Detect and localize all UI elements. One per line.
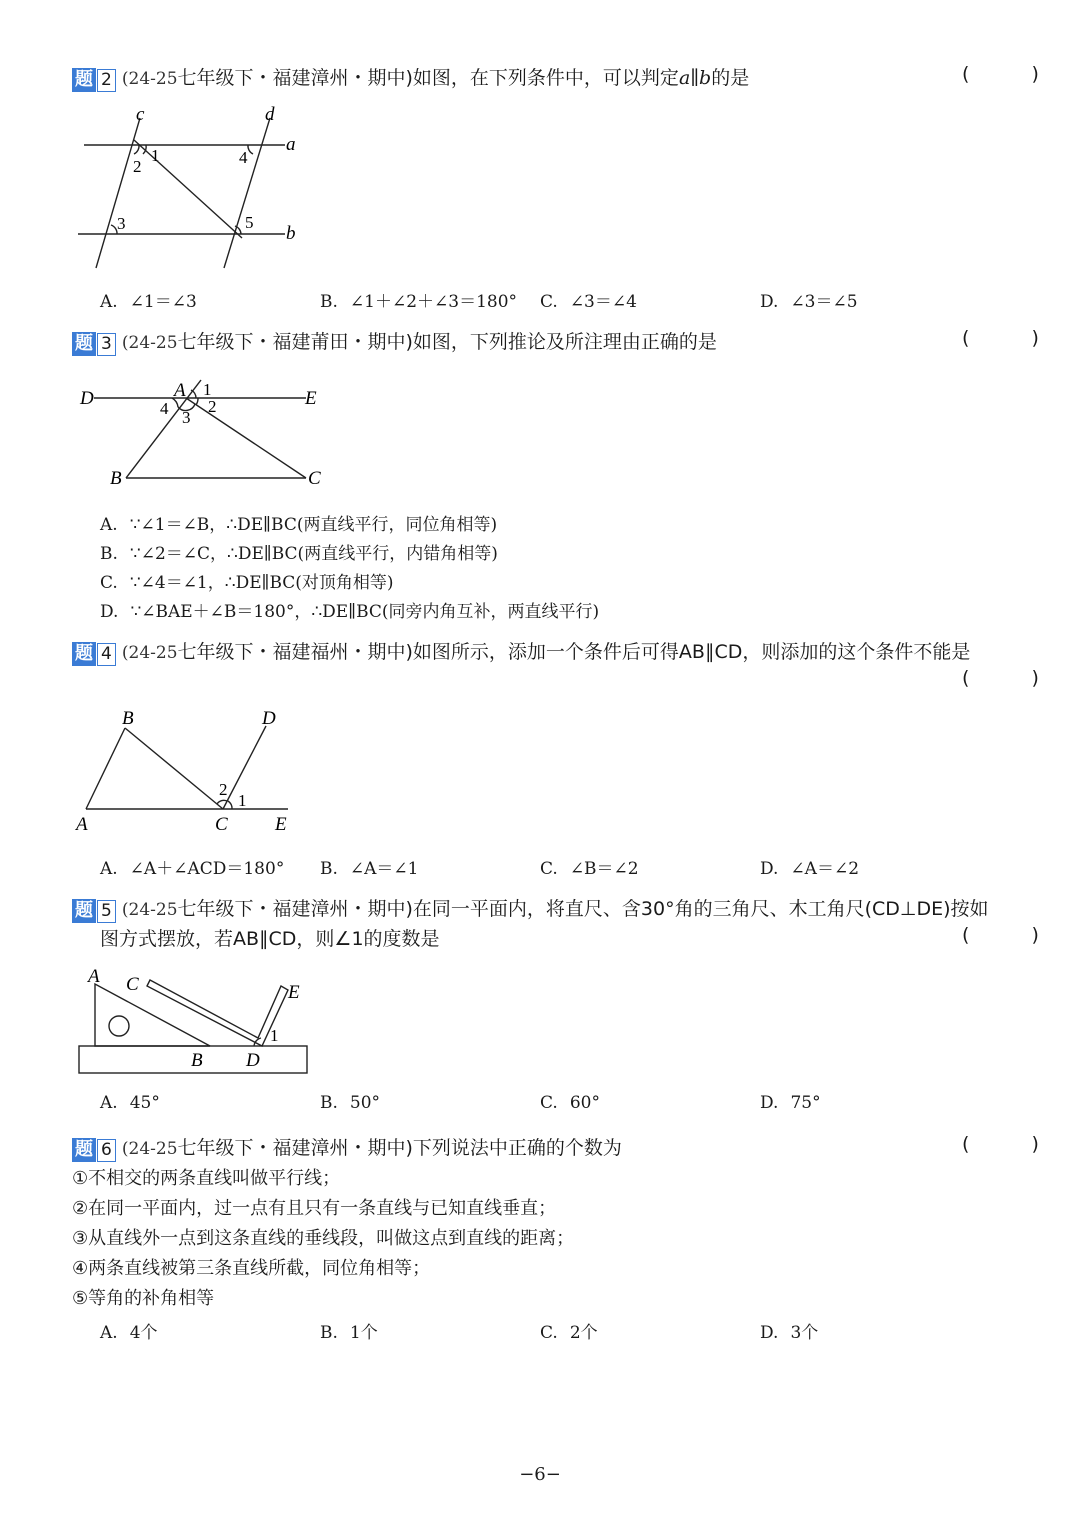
q3-option-d[interactable]: D. ∵∠BAE＋∠B＝180°，∴DE∥BC(同旁内角互补，两直线平行) xyxy=(100,602,600,622)
q4-label-a: A xyxy=(76,814,88,835)
q3-option-a[interactable]: A. ∵∠1＝∠B，∴DE∥BC(两直线平行，同位角相等) xyxy=(100,515,498,535)
q2-line-d xyxy=(224,118,270,268)
q4-option-a[interactable]: A. ∠A＋∠ACD＝180° xyxy=(100,859,285,879)
q3-label-4: 4 xyxy=(160,399,169,418)
q4-label-b: B xyxy=(122,708,134,729)
q2-label-b: b xyxy=(286,223,296,244)
q5-tag: 题 5 xyxy=(72,895,116,925)
q5-triangle-hole xyxy=(109,1016,129,1036)
q5-option-d[interactable]: D. 75° xyxy=(760,1093,821,1113)
q3-line-ac xyxy=(186,398,306,478)
q3-answer-paren[interactable]: ( ) xyxy=(962,327,1067,349)
q2-option-c[interactable]: C. ∠3＝∠4 xyxy=(540,292,637,312)
q3-label-1: 1 xyxy=(203,380,212,399)
q5-label-e: E xyxy=(288,982,300,1003)
q2-option-a[interactable]: A. ∠1＝∠3 xyxy=(100,292,197,312)
q4-line-ab xyxy=(86,728,125,809)
q5-label-1: 1 xyxy=(270,1026,279,1045)
q3-figure xyxy=(70,372,340,497)
q4-label-d: D xyxy=(262,708,276,729)
q3-tag: 题 3 xyxy=(72,328,116,358)
q5-figure xyxy=(70,962,320,1082)
q5-stem-line2: 图方式摆放，若AB∥CD，则∠1的度数是 xyxy=(100,928,440,950)
q4-label-2: 2 xyxy=(219,780,228,799)
q5-option-c[interactable]: C. 60° xyxy=(540,1093,600,1113)
q6-option-c[interactable]: C. 2个 xyxy=(540,1323,598,1343)
q6-option-d[interactable]: D. 3个 xyxy=(760,1323,819,1343)
q3-line-ba-extended xyxy=(126,380,201,478)
q2-label-5: 5 xyxy=(245,213,254,232)
q2-option-b[interactable]: B. ∠1＋∠2＋∠3＝180° xyxy=(320,292,518,312)
q5-option-a[interactable]: A. 45° xyxy=(100,1093,160,1113)
q5-carpenter-square xyxy=(147,980,288,1046)
q6-stem: 题 6 (24-25七年级下・福建漳州・期中)下列说法中正确的个数为 xyxy=(72,1133,622,1164)
q3-label-c: C xyxy=(308,468,321,489)
q2-label-2: 2 xyxy=(133,157,142,176)
q4-label-c: C xyxy=(215,814,228,835)
q3-option-c[interactable]: C. ∵∠4＝∠1，∴DE∥BC(对顶角相等) xyxy=(100,573,394,593)
q5-stem: 题 5 (24-25七年级下・福建漳州・期中)在同一平面内，将直尺、含30°角的三角尺、木工角尺(CD⊥DE)按如 xyxy=(72,894,989,925)
q2-tag: 题 2 xyxy=(72,64,116,94)
q5-label-b: B xyxy=(191,1050,203,1071)
q4-label-1: 1 xyxy=(238,791,247,810)
q6-statement-2: ②在同一平面内，过一点有且只有一条直线与已知直线垂直； xyxy=(72,1198,557,1219)
q3-stem: 题 3 (24-25七年级下・福建莆田・期中)如图，下列推论及所注理由正确的是 xyxy=(72,327,717,358)
q5-triangle xyxy=(95,984,210,1046)
q3-label-2: 2 xyxy=(208,397,217,416)
q4-tag: 题 4 xyxy=(72,638,116,668)
q6-tag: 题 6 xyxy=(72,1134,116,1164)
q4-option-b[interactable]: B. ∠A＝∠1 xyxy=(320,859,419,879)
q4-figure xyxy=(70,702,330,837)
q6-statement-4: ④两条直线被第三条直线所截，同位角相等； xyxy=(72,1258,431,1279)
q5-option-b[interactable]: B. 50° xyxy=(320,1093,381,1113)
q6-statement-1: ①不相交的两条直线叫做平行线； xyxy=(72,1168,341,1189)
q4-option-c[interactable]: C. ∠B＝∠2 xyxy=(540,859,639,879)
q2-label-d: d xyxy=(265,104,275,125)
q5-label-a: A xyxy=(88,966,100,987)
q4-stem: 题 4 (24-25七年级下・福建福州・期中)如图所示，添加一个条件后可得AB∥CD，则添加的这个条件不能是 xyxy=(72,637,970,668)
q4-label-e: E xyxy=(275,814,287,835)
page-number: −6− xyxy=(519,1464,561,1485)
q5-label-d: D xyxy=(246,1050,260,1071)
q2-label-1: 1 xyxy=(151,146,160,165)
q3-label-3: 3 xyxy=(182,408,191,427)
q5-label-c: C xyxy=(126,974,139,995)
q2-label-4: 4 xyxy=(239,148,248,167)
q3-option-b[interactable]: B. ∵∠2＝∠C，∴DE∥BC(两直线平行，内错角相等) xyxy=(100,544,498,564)
q2-label-3: 3 xyxy=(117,214,126,233)
q2-option-d[interactable]: D. ∠3＝∠5 xyxy=(760,292,858,312)
q3-label-d: D xyxy=(80,388,94,409)
q6-answer-paren[interactable]: ( ) xyxy=(962,1133,1067,1155)
q6-option-a[interactable]: A. 4个 xyxy=(100,1323,158,1343)
q4-answer-paren[interactable]: ( ) xyxy=(962,667,1067,689)
q2-line-c xyxy=(96,118,140,268)
q6-statement-5: ⑤等角的补角相等 xyxy=(72,1288,215,1309)
q4-option-d[interactable]: D. ∠A＝∠2 xyxy=(760,859,860,879)
q3-label-a: A xyxy=(174,380,186,401)
q3-label-e: E xyxy=(305,388,317,409)
q2-label-c: c xyxy=(136,104,145,125)
q3-label-b: B xyxy=(110,468,122,489)
q2-answer-paren[interactable]: ( ) xyxy=(962,63,1067,85)
q2-label-a: a xyxy=(286,134,296,155)
q6-option-b[interactable]: B. 1个 xyxy=(320,1323,378,1343)
q6-statement-3: ③从直线外一点到这条直线的垂线段，叫做这点到直线的距离； xyxy=(72,1228,575,1249)
q4-line-bc xyxy=(125,728,223,809)
q5-answer-paren[interactable]: ( ) xyxy=(962,924,1067,946)
q2-figure xyxy=(70,98,340,278)
q2-stem: 题 2 (24-25七年级下・福建漳州・期中)如图，在下列条件中，可以判定a∥b的是 xyxy=(72,63,749,94)
